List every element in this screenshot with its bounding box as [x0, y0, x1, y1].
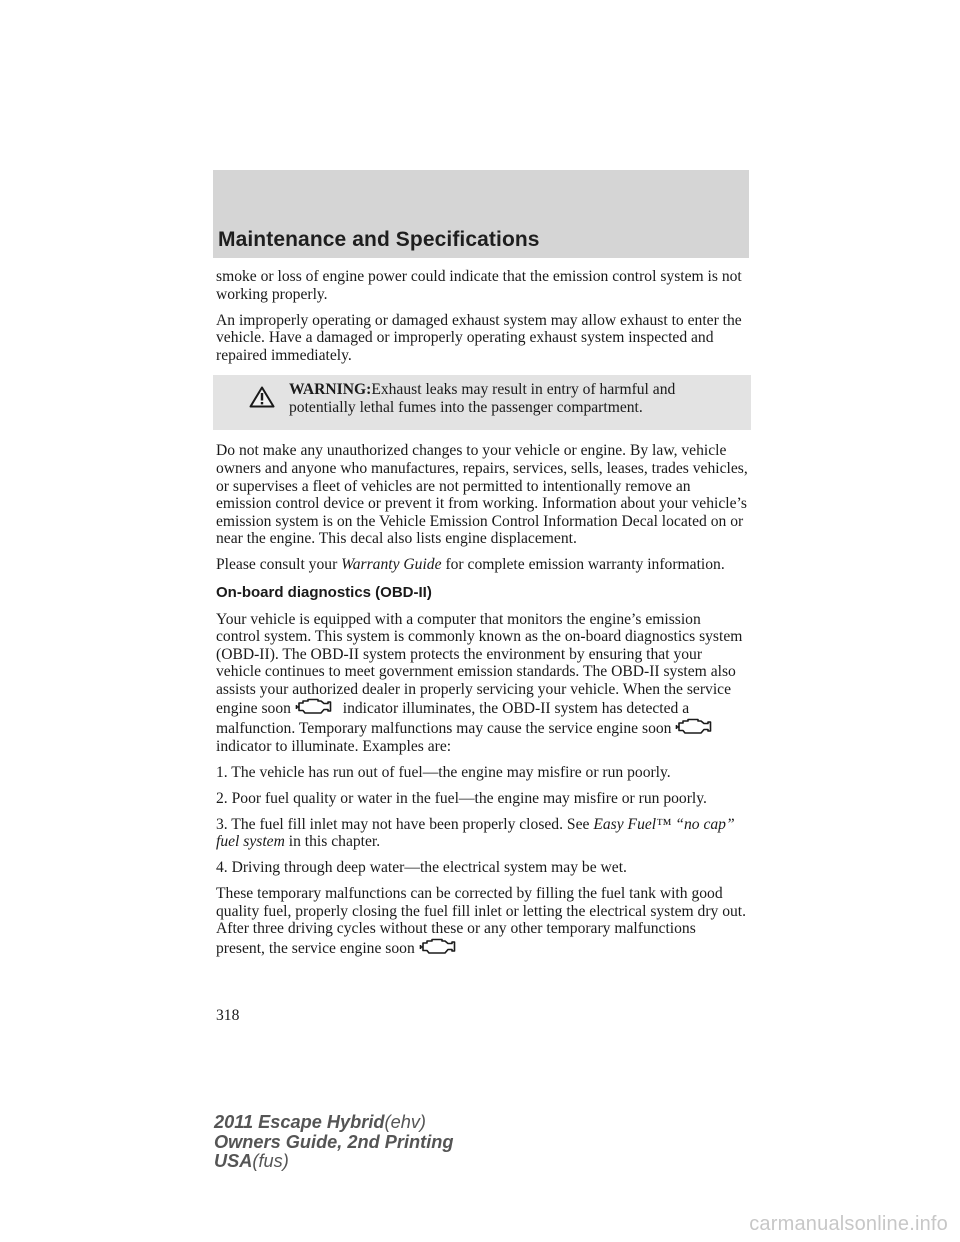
page-number: 318	[216, 1007, 240, 1024]
warranty-text-after: for complete emission warranty information.	[445, 556, 725, 574]
malfunctions-text: These temporary malfunctions can be corrected by filling the fuel tank with good quality fuel, properly closing the fuel fill inlet or letting the electrical system dry out. After three driving cycles without these or any other temporary malfunctions present, the service engine soon	[216, 885, 747, 957]
warning-label: WARNING:	[289, 381, 372, 399]
footer-line-guide	[214, 1133, 454, 1153]
check-engine-icon	[675, 718, 719, 735]
check-engine-icon	[419, 938, 463, 955]
footer-guide: Owners Guide, 2nd Printing	[214, 1131, 454, 1152]
footer-market: USA	[214, 1151, 253, 1171]
footer-line-model	[214, 1113, 454, 1133]
paragraph-emission-intro: smoke or loss of engine power could indicate that the emission control system is not working properly.	[216, 268, 742, 303]
footer-market-code: (fus)	[252, 1151, 289, 1171]
watermark: carmanualsonline.info	[749, 1213, 948, 1235]
list-item-fuel-inlet	[216, 816, 748, 851]
warranty-guide-reference: Warranty Guide	[341, 556, 442, 574]
fuel-inlet-text-after: in this chapter.	[288, 833, 381, 851]
document-footer	[214, 1113, 454, 1172]
footer-line-market	[214, 1152, 454, 1172]
paragraph-exhaust-system: An improperly operating or damaged exhaust system may allow exhaust to enter the vehicle. Have a damaged or improperly operating exhaust system inspected and repaired immediately.	[216, 311, 742, 364]
list-item-fuel-quality: 2. Poor fuel quality or water in the fuel—the engine may misfire or run poorly.	[216, 789, 707, 807]
obd-text-part2: indicator illuminates, the OBD-II system has detected a malfunction. Temporary malfunctions may cause the service engine soon	[216, 700, 690, 738]
paragraph-obd-description	[216, 611, 748, 756]
list-item-fuel: 1. The vehicle has run out of fuel—the engine may misfire or run poorly.	[216, 763, 671, 781]
section-title: Maintenance and Specifications	[218, 228, 540, 251]
obd-text-part3: indicator to illuminate. Examples are:	[216, 737, 452, 755]
fuel-inlet-text-before: 3. The fuel fill inlet may not have been properly closed. See	[216, 815, 590, 833]
footer-model: 2011 Escape Hybrid	[214, 1112, 385, 1132]
obd-heading: On-board diagnostics (OBD-II)	[216, 583, 432, 601]
obd-text-part1: Your vehicle is equipped with a computer that monitors the engine’s emission control system. This system is commonly known as the on-board diagnostics system (OBD-II). The OBD-II system protects the environment by ensuring that your vehicle continues to meet government emission standards. The OBD-II system also assists your authorized dealer in properly servicing your vehicle. When the service engine soon	[216, 610, 743, 718]
easy-fuel-reference: Easy Fuel™ “no cap” fuel system	[216, 815, 735, 851]
check-engine-icon	[295, 698, 339, 715]
paragraph-unauthorized-changes: Do not make any unauthorized changes to your vehicle or engine. By law, vehicle owners and anyone who manufactures, repairs, services, sells, leases, trades vehicles, or supervises a fleet of vehicles are not permitted to intentionally remove an emission control device or prevent it from working. Information about your vehicle’s emission system is on the Vehicle Emission Control Information Decal located on or near the engine. This decal also lists engine displacement.	[216, 442, 748, 548]
warranty-text-before: Please consult your	[216, 556, 338, 574]
footer-model-code: (ehv)	[384, 1112, 426, 1132]
paragraph-temporary-malfunctions	[216, 885, 748, 957]
list-item-deep-water: 4. Driving through deep water—the electrical system may be wet.	[216, 859, 627, 877]
warning-text: Exhaust leaks may result in entry of harmful and potentially lethal fumes into the passenger compartment.	[289, 381, 676, 416]
page-body	[216, 268, 748, 966]
warning-triangle-icon	[249, 386, 275, 413]
paragraph-warranty	[216, 556, 748, 574]
warning-box	[213, 375, 751, 430]
